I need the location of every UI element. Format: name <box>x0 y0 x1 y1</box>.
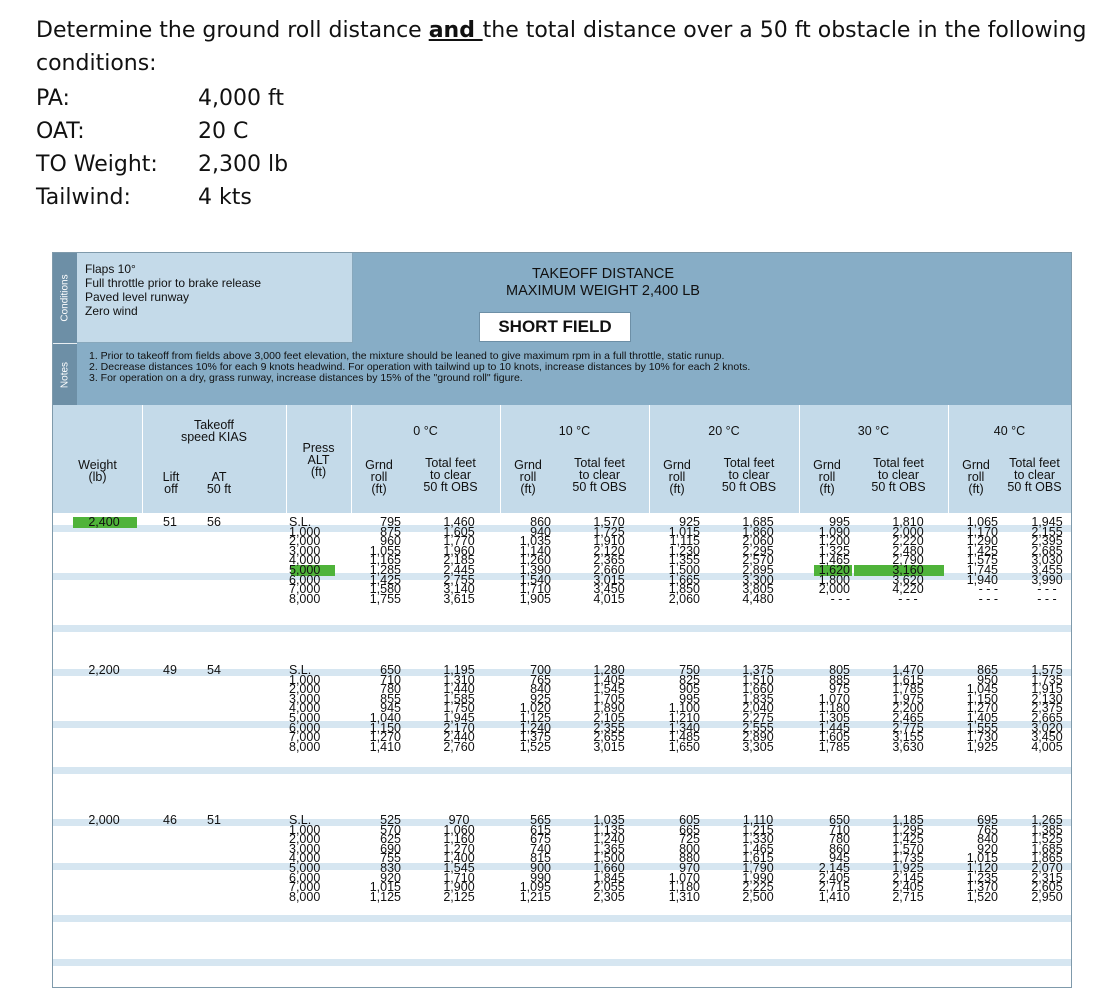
header-divider <box>948 405 949 513</box>
header-divider <box>500 405 501 513</box>
header-divider <box>351 405 352 513</box>
total-distance-list: 1,195 1,310 1,440 1,585 1,750 1,945 2,170 2,440 2,760 <box>443 663 475 754</box>
question-text <box>36 14 1106 80</box>
question-emphasis: and <box>428 18 483 43</box>
given-oat: OAT: 20 C <box>36 119 249 144</box>
total-distance-list: 1,460 1,605 1,770 1,960 2,185 2,445 2,755 3,140 3,615 <box>443 515 475 606</box>
side-tab-notes: Notes <box>53 343 77 406</box>
total-distance-list: 970 1,060 1,160 1,270 1,400 1,545 1,710 1,900 2,125 <box>443 813 475 904</box>
total-distance-list: 1,185 1,295 1,425 1,570 1,735 1,925 2,145 2,405 2,715 <box>892 813 924 904</box>
table-header <box>53 405 1071 513</box>
at-50ft-speed: 51 <box>207 813 221 827</box>
chart-subtitle: MAXIMUM WEIGHT 2,400 LB <box>506 283 700 299</box>
press-alt-list: S.L. 1,000 2,000 3,000 4,000 5,000 6,000 7,000 8,000 <box>289 813 321 904</box>
given-tailwind: Tailwind: 4 kts <box>36 185 252 210</box>
header-grnd-roll: Grnd roll (ft) <box>365 458 393 496</box>
total-distance-list: 1,685 1,860 2,060 2,295 2,570 2,895 3,300 3,805 4,480 <box>742 515 774 606</box>
short-field-label: SHORT FIELD <box>479 312 631 342</box>
grnd-roll-list: 860 940 1,035 1,140 1,260 1,390 1,540 1,710 1,905 <box>519 515 551 606</box>
grnd-roll-list: 650 710 780 860 945 2,145 2,405 2,715 1,410 <box>818 813 850 904</box>
grnd-roll-list: 565 615 675 740 815 900 990 1,095 1,215 <box>519 813 551 904</box>
press-alt-list: S.L. 1,000 2,000 3,000 4,000 5,000 6,000 7,000 8,000 <box>289 663 321 754</box>
grnd-roll-list: 795 875 960 1,055 1,165 1,285 1,425 1,580 1,755 <box>369 515 401 606</box>
press-alt-list: S.L. 1,000 2,000 3,000 4,000 5,000 6,000 7,000 8,000 <box>289 515 321 606</box>
title-area <box>353 253 1071 343</box>
given-weight: TO Weight: 2,300 lb <box>36 152 289 177</box>
row-stripe <box>53 959 1071 966</box>
total-distance-list: 1,035 1,135 1,240 1,365 1,500 1,660 1,845 2,055 2,305 <box>593 813 625 904</box>
notes-box: 1. Prior to takeoff from fields above 3,000 feet elevation, the mixture should be leaned to give maximum rpm in a full throttle, static runup. 2. Decrease distances 10% for each 9 knots headwind. For operation with tailwind up to 10 knots, increase distances by 10% for each 2 knots. 3. For operation on a dry, grass runway, increase distances by 15% of the "ground roll" figure. <box>77 343 1071 405</box>
total-distance-list: 1,110 1,215 1,330 1,465 1,615 1,790 1,990 2,225 2,500 <box>742 813 774 904</box>
header-press-alt: Press ALT (ft) <box>302 441 335 479</box>
total-distance-list: 1,470 1,615 1,785 1,975 2,200 2,465 2,775 3,155 3,630 <box>892 663 924 754</box>
grnd-roll-list: 995 1,090 1,200 1,325 1,465 1,620 1,800 2,000 - - - <box>818 515 850 606</box>
header-total-feet: Total feet to clear 50 ft OBS <box>572 456 627 494</box>
grnd-roll-list: 695 765 840 920 1,015 1,120 1,235 1,370 1,520 <box>966 813 998 904</box>
header-temp: 40 °C <box>993 424 1026 438</box>
total-distance-list: 1,575 1,735 1,915 2,130 2,375 2,665 3,020 3,450 4,005 <box>1031 663 1063 754</box>
total-distance-list: 1,280 1,405 1,545 1,705 1,890 2,105 2,355 2,655 3,015 <box>593 663 625 754</box>
header-at-50ft: AT 50 ft <box>206 470 232 496</box>
total-distance-list: 1,265 1,385 1,525 1,685 1,865 2,070 2,315 2,605 2,950 <box>1031 813 1063 904</box>
header-grnd-roll: Grnd roll (ft) <box>813 458 841 496</box>
header-grnd-roll: Grnd roll (ft) <box>514 458 542 496</box>
header-temp: 30 °C <box>857 424 890 438</box>
grnd-roll-list: 750 825 905 995 1,100 1,210 1,340 1,485 1,650 <box>668 663 700 754</box>
grnd-roll-list: 1,065 1,170 1,290 1,425 1,575 1,745 1,940 - - - - - - <box>966 515 998 606</box>
row-stripe <box>53 625 1071 632</box>
header-takeoff-speed: Takeoff speed KIAS <box>180 418 247 444</box>
total-distance-list: 1,375 1,510 1,660 1,835 2,040 2,275 2,555 2,890 3,305 <box>742 663 774 754</box>
conditions-box: Flaps 10° Full throttle prior to brake release Paved level runway Zero wind <box>77 253 353 343</box>
given-conditions <box>36 82 288 214</box>
header-grnd-roll: Grnd roll (ft) <box>962 458 990 496</box>
row-stripe <box>53 767 1071 774</box>
weight-value: 2,400 <box>88 515 120 529</box>
lift-off-speed: 51 <box>163 515 177 529</box>
header-temp: 0 °C <box>413 424 438 438</box>
grnd-roll-list: 865 950 1,045 1,150 1,270 1,405 1,555 1,730 1,925 <box>966 663 998 754</box>
lift-off-speed: 49 <box>163 663 177 677</box>
side-tab-conditions: Conditions <box>53 253 77 343</box>
weight-value: 2,200 <box>88 663 120 677</box>
given-pa: PA: 4,000 ft <box>36 86 284 111</box>
weight-value: 2,000 <box>88 813 120 827</box>
question-part-1: Determine the ground roll distance <box>36 18 429 43</box>
header-temp: 10 °C <box>558 424 591 438</box>
header-total-feet: Total feet to clear 50 ft OBS <box>871 456 926 494</box>
total-distance-list: 1,945 2,155 2,395 2,685 3,030 3,455 3,990 - - - - - - <box>1031 515 1063 606</box>
grnd-roll-list: 605 665 725 800 880 970 1,070 1,180 1,310 <box>668 813 700 904</box>
header-total-feet: Total feet to clear 50 ft OBS <box>423 456 478 494</box>
row-stripe <box>53 915 1071 922</box>
takeoff-distance-chart <box>52 252 1072 988</box>
lift-off-speed: 46 <box>163 813 177 827</box>
header-divider <box>649 405 650 513</box>
chart-title: TAKEOFF DISTANCE <box>531 266 675 282</box>
header-weight: Weight (lb) <box>78 458 117 484</box>
grnd-roll-list: 650 710 780 855 945 1,040 1,150 1,270 1,410 <box>369 663 401 754</box>
grnd-roll-list: 700 765 840 925 1,020 1,125 1,240 1,375 1,525 <box>519 663 551 754</box>
header-total-feet: Total feet to clear 50 ft OBS <box>721 456 777 494</box>
header-grnd-roll: Grnd roll (ft) <box>663 458 691 496</box>
total-distance-list: 1,570 1,725 1,910 2,120 2,365 2,660 3,015 3,450 4,015 <box>593 515 625 606</box>
at-50ft-speed: 54 <box>207 663 221 677</box>
header-lift-off: Lift off <box>162 470 180 496</box>
grnd-roll-list: 925 1,015 1,115 1,230 1,355 1,500 1,665 1,850 2,060 <box>668 515 700 606</box>
header-total-feet: Total feet to clear 50 ft OBS <box>1007 456 1062 494</box>
table-body <box>53 513 1071 987</box>
grnd-roll-list: 525 570 625 690 755 830 920 1,015 1,125 <box>369 813 401 904</box>
question-part-2: the total distance over a 50 ft obstacle in the following conditions: <box>36 18 1087 76</box>
total-distance-list: 1,810 2,000 2,220 2,480 2,790 3,160 3,620 4,220 - - - <box>892 515 924 606</box>
header-temp: 20 °C <box>708 424 740 438</box>
grnd-roll-list: 805 885 975 1,070 1,180 1,305 1,445 1,605 1,785 <box>818 663 850 754</box>
header-divider <box>799 405 800 513</box>
at-50ft-speed: 56 <box>207 515 221 529</box>
